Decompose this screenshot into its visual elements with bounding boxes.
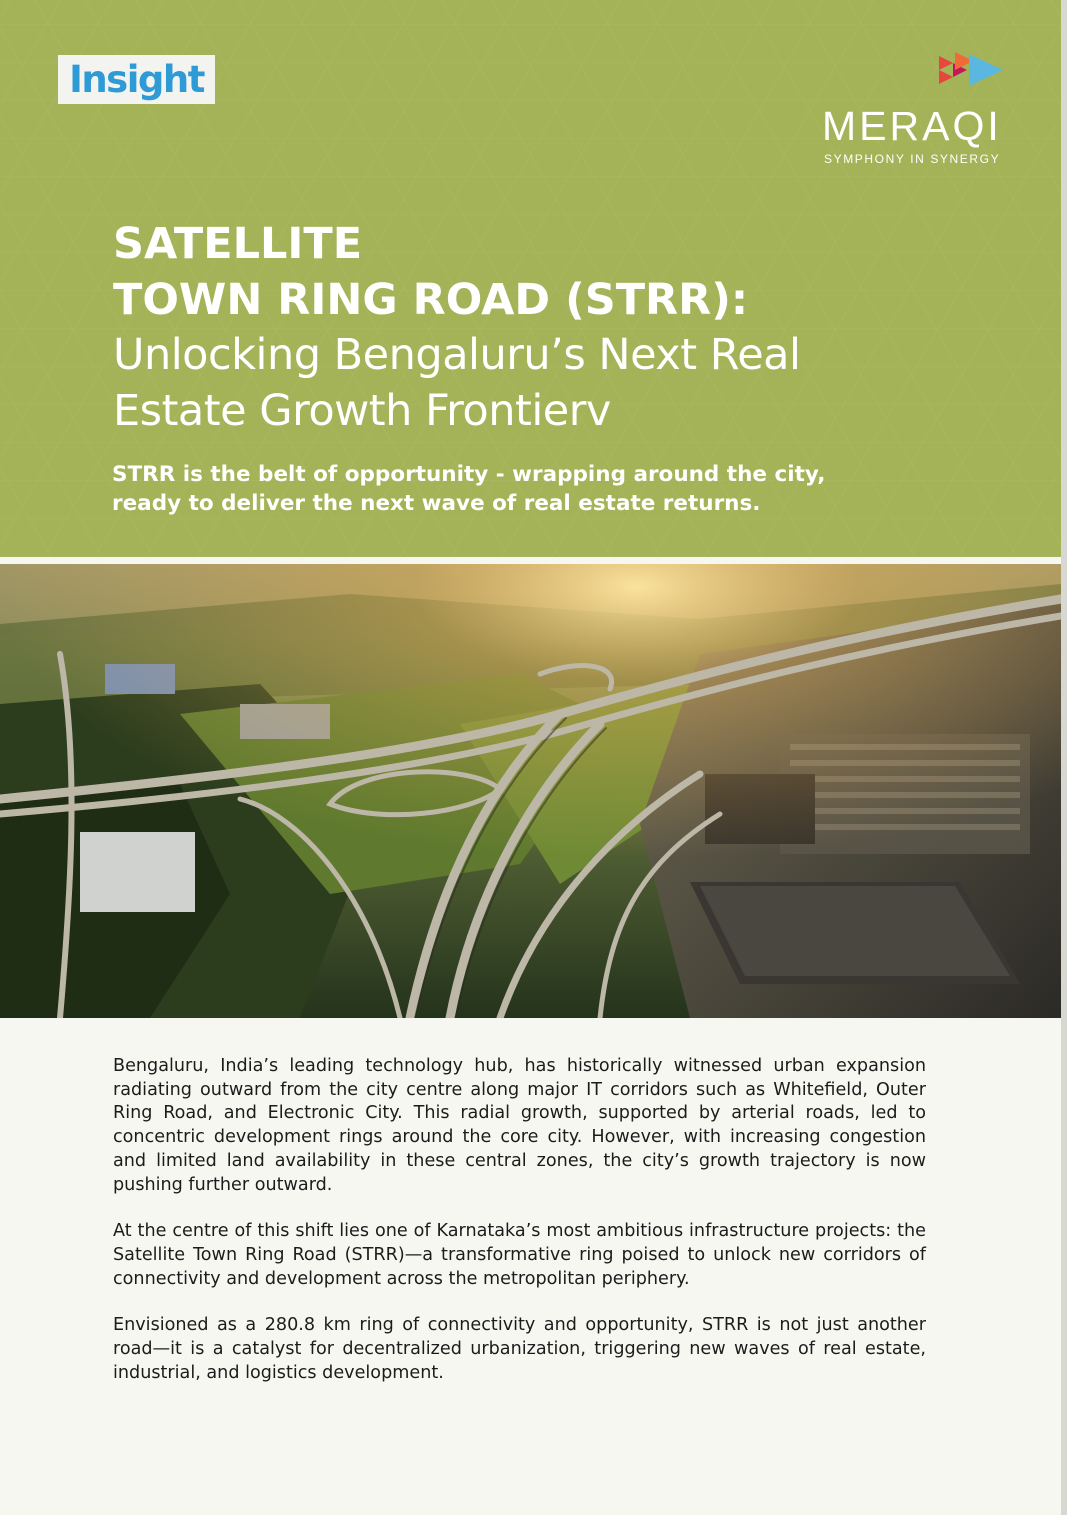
aerial-highway-photo — [0, 564, 1061, 1018]
title-line-2: TOWN RING ROAD (STRR): — [113, 275, 749, 325]
subtitle-line-2: Estate Growth Frontierv — [113, 386, 611, 436]
page-subtitle — [113, 327, 800, 439]
page-edge-shadow — [1061, 0, 1067, 1515]
logo-wordmark: MERAQI — [822, 103, 1002, 149]
page-title — [113, 216, 748, 328]
insight-badge-label: Insight — [69, 58, 204, 101]
tagline-line-1: STRR is the belt of opportunity - wrapping around the city, — [112, 462, 826, 487]
body-paragraph-3: Envisioned as a 280.8 km ring of connectivity and opportunity, STRR is not just another road—it is a catalyst for decentralized urbanization, triggering new waves of real estate, industrial, and logistics development. — [113, 1315, 926, 1383]
aerial-highway-illustration — [0, 564, 1061, 1018]
header-band — [0, 0, 1061, 557]
insight-badge — [58, 55, 215, 104]
meraqi-arrows-icon — [937, 50, 1005, 90]
subtitle-line-1: Unlocking Bengaluru’s Next Real — [113, 330, 801, 380]
meraqi-logo — [820, 50, 1020, 170]
body-paragraph-1: Bengaluru, India’s leading technology hub, has historically witnessed urban expansion radiating outward from the city centre along major IT corridors such as Whitefield, Outer Ring Road, and Electronic City. This radial growth, supported by arterial roads, led to concentric development rings around the core city. However, with increasing congestion and limited land availability in these central zones, the city’s growth trajectory is now pushing further outward. — [113, 1056, 926, 1195]
tagline — [112, 460, 825, 518]
logo-tagline: SYMPHONY IN SYNERGY — [824, 152, 1001, 166]
tagline-line-2: ready to deliver the next wave of real estate returns. — [112, 491, 761, 516]
body-paragraph-2: At the centre of this shift lies one of Karnataka’s most ambitious infrastructure projects: the Satellite Town Ring Road (STRR)—a transformative ring poised to unlock new corridors of connectivity and development across the metropolitan periphery. — [113, 1221, 926, 1289]
article-body — [113, 1055, 926, 1408]
title-line-1: SATELLITE — [113, 219, 363, 269]
